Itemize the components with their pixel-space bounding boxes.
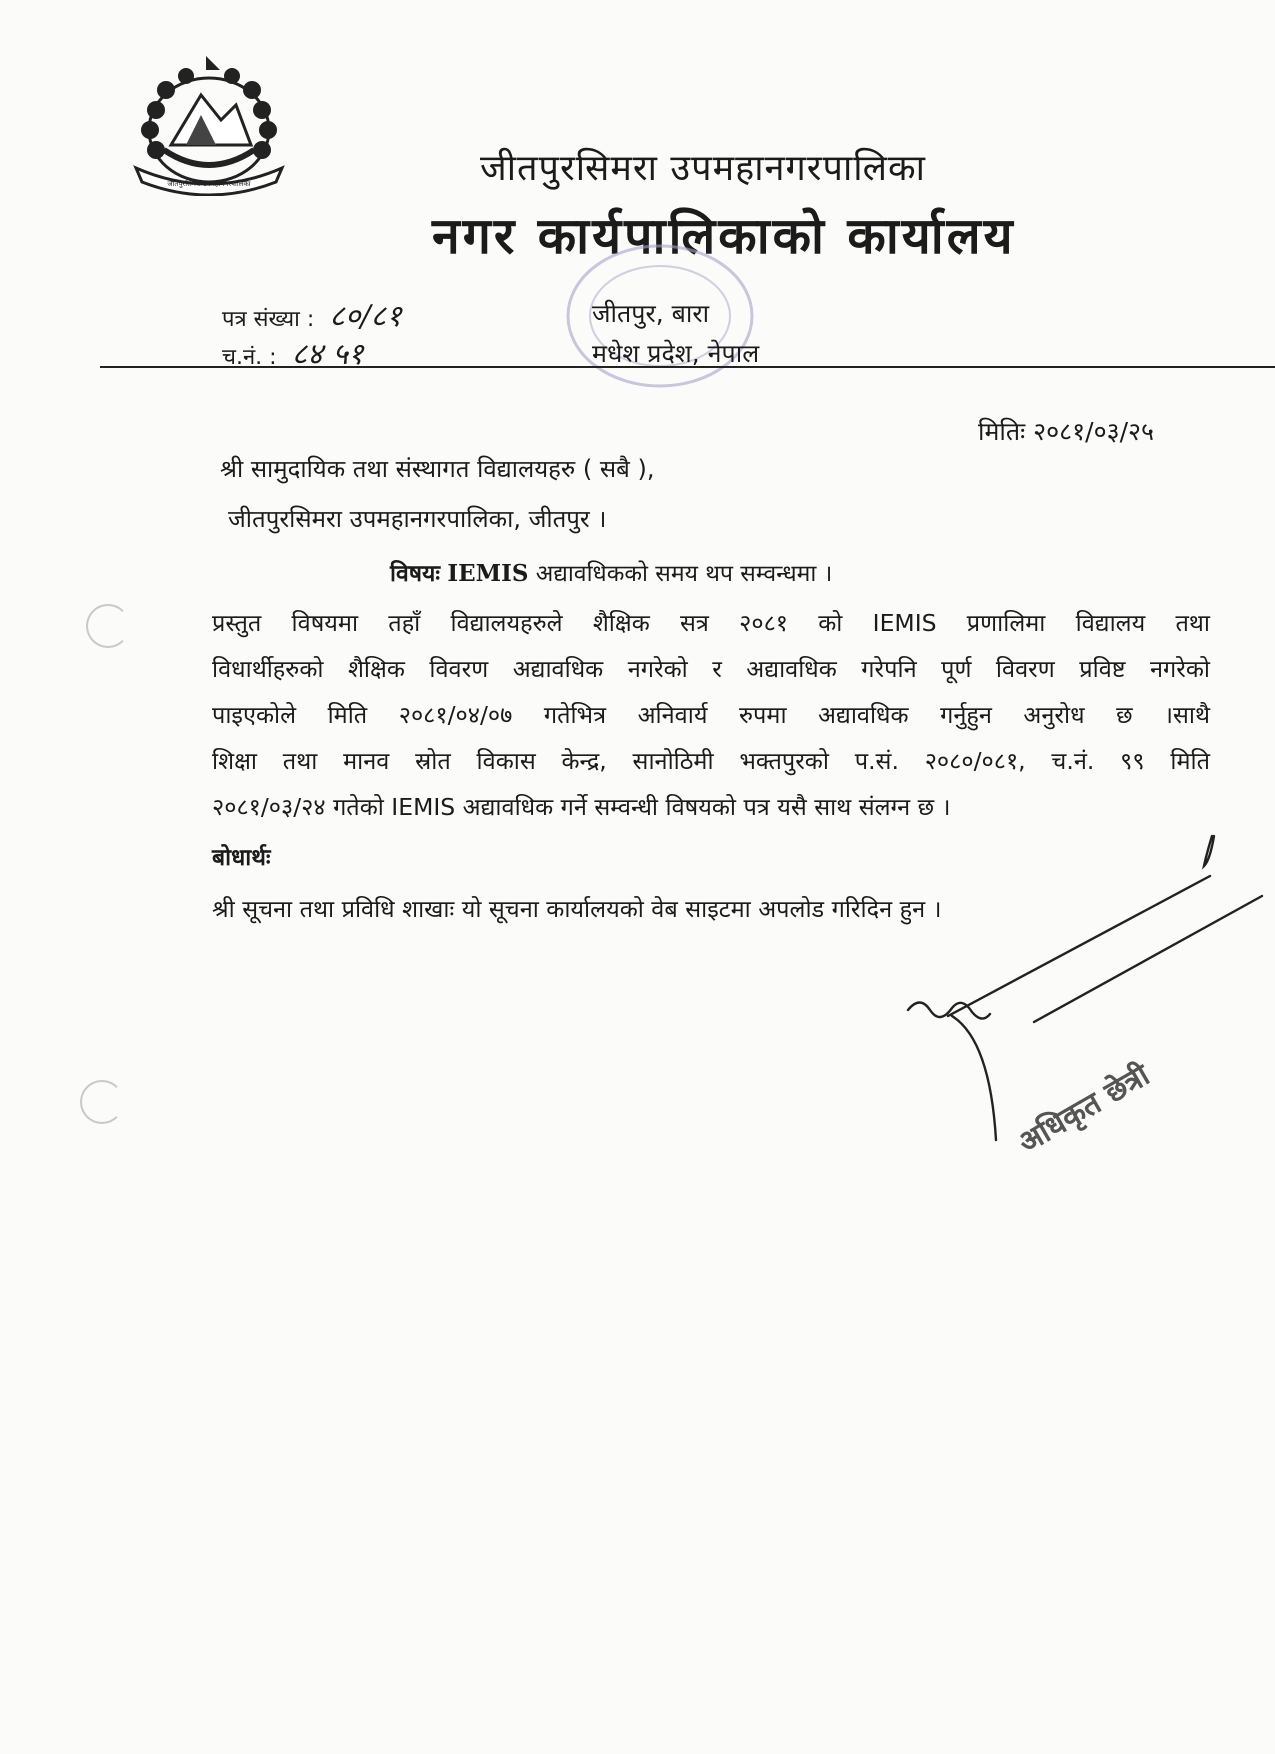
cc-info-section: श्री सूचना तथा प्रविधि शाखाः यो सूचना कार्यालयको वेब साइटमा अपलोड गरिदिन हुन । [212, 895, 942, 923]
body-line-5: २०८१/०३/२४ गतेको IEMIS अद्यावधिक गर्ने सम्वन्धी विषयको पत्र यसै साथ संलग्न छ । [212, 793, 951, 821]
cc-label: बोधार्थः [212, 845, 271, 871]
office-name: नगर कार्यपालिकाको कार्यालय [432, 207, 1016, 265]
dispatch-number-label: च.नं. : [222, 345, 277, 370]
letter-number-label: पत्र संख्या : [222, 307, 315, 332]
emblem-motto: जीतपुरसिमरा उपमहानगरपालिका [167, 180, 251, 188]
address-line-1: जीतपुर, बारा [592, 299, 710, 328]
body-line-1: प्रस्तुत विषयमा तहाँ विद्यालयहरुले शैक्षिक सत्र २०८१ को IEMIS प्रणालिमा विद्यालय तथा [212, 609, 1210, 637]
dispatch-number-value: ८४ ५१ [291, 337, 364, 372]
punch-hole-icon [80, 1080, 124, 1124]
nepal-emblem-icon [126, 50, 292, 196]
subject-line [390, 556, 832, 588]
body-line-2: विधार्थीहरुको शैक्षिक विवरण अद्यावधिक नगरेको र अद्यावधिक गरेपनि पूर्ण विवरण प्रविष्ट नगरेको [212, 655, 1210, 683]
addressee-line-2: जीतपुरसिमरा उपमहानगरपालिका, जीतपुर । [228, 505, 607, 533]
subject-text: अद्यावधिकको समय थप सम्वन्धमा । [535, 561, 833, 587]
body-line-3: पाइएकोले मिति २०८१/०४/०७ गतेभित्र अनिवार्य रुपमा अद्यावधिक गर्नुहुन अनुरोध छ ।साथै [212, 701, 1210, 729]
address-line-2: मधेश प्रदेश, नेपाल [592, 339, 760, 368]
header-divider [100, 366, 1275, 368]
subject-iemis: IEMIS [447, 560, 529, 587]
punch-hole-icon [86, 604, 130, 648]
municipality-name: जीतपुरसिमरा उपमहानगरपालिका [480, 148, 926, 189]
body-line-4: शिक्षा तथा मानव स्रोत विकास केन्द्र, सानोठिमी भक्तपुरको प.सं. २०८०/०८१, च.नं. ९९ मिति [212, 747, 1210, 775]
letter-date: मितिः २०८१/०३/२५ [978, 417, 1154, 446]
letter-number-value: ८०/८१ [329, 299, 402, 334]
signatory-stamp: अधिकृत छेत्री [1012, 1057, 1156, 1161]
letter-number [222, 294, 402, 335]
addressee-line-1: श्री सामुदायिक तथा संस्थागत विद्यालयहरु ( सबै ), [220, 455, 655, 483]
subject-label: विषयः [390, 561, 441, 587]
